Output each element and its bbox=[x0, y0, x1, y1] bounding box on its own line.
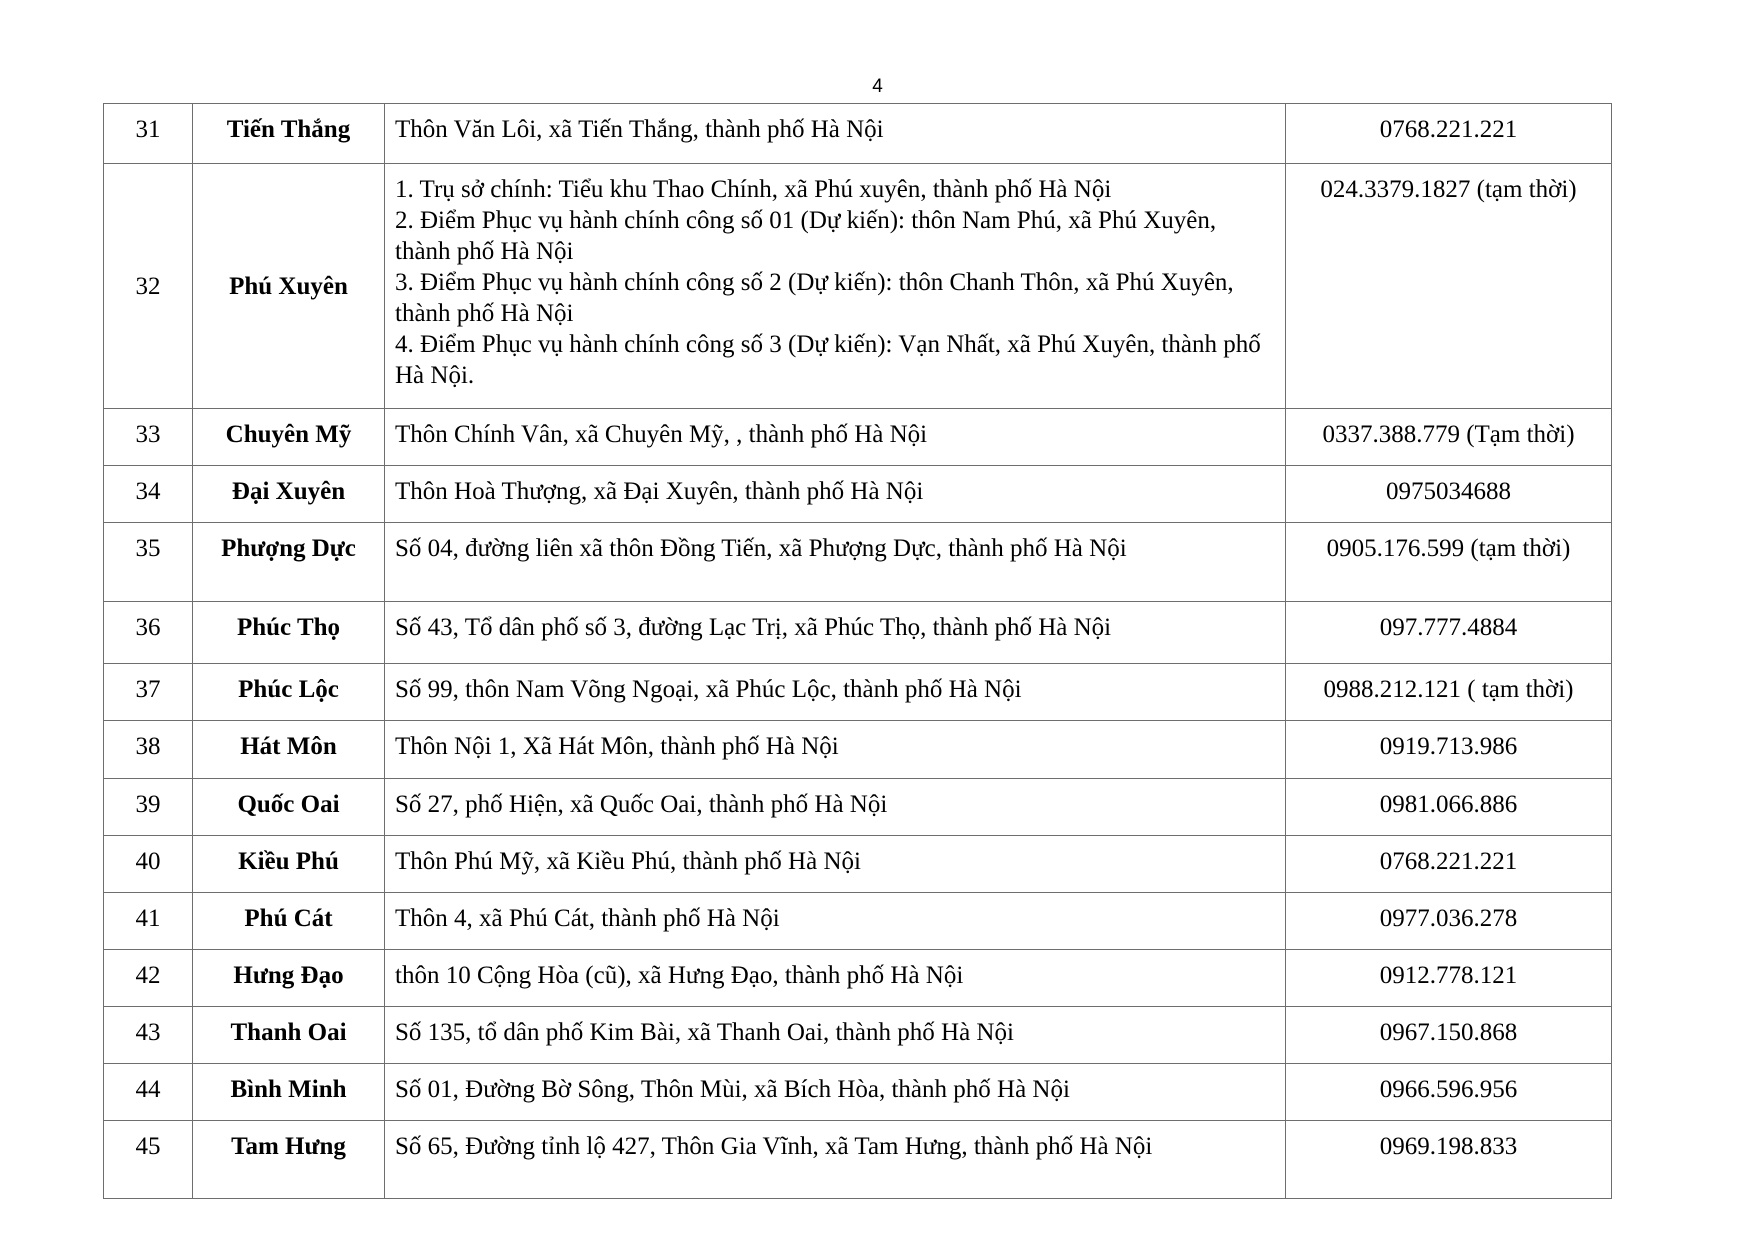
table-row bbox=[104, 523, 1612, 602]
row-number: 43 bbox=[104, 1007, 193, 1064]
table-row bbox=[104, 466, 1612, 523]
commune-name: Phúc Thọ bbox=[193, 602, 385, 664]
table-row bbox=[104, 779, 1612, 836]
phone-number: 024.3379.1827 (tạm thời) bbox=[1286, 164, 1612, 409]
office-address bbox=[385, 1007, 1286, 1064]
office-address bbox=[385, 836, 1286, 893]
address-line: thôn 10 Cộng Hòa (cũ), xã Hưng Đạo, thành phố Hà Nội bbox=[395, 962, 964, 989]
commune-name: Thanh Oai bbox=[193, 1007, 385, 1064]
phone-number: 0768.221.221 bbox=[1286, 104, 1612, 164]
table-row bbox=[104, 1007, 1612, 1064]
table-row bbox=[104, 602, 1612, 664]
row-number: 36 bbox=[104, 602, 193, 664]
row-number: 41 bbox=[104, 893, 193, 950]
table-row bbox=[104, 836, 1612, 893]
row-number: 39 bbox=[104, 779, 193, 836]
phone-number: 0337.388.779 (Tạm thời) bbox=[1286, 409, 1612, 466]
phone-number: 0988.212.121 ( tạm thời) bbox=[1286, 664, 1612, 721]
phone-number: 0977.036.278 bbox=[1286, 893, 1612, 950]
address-line: Thôn Nội 1, Xã Hát Môn, thành phố Hà Nội bbox=[395, 733, 839, 760]
address-line: 1. Trụ sở chính: Tiểu khu Thao Chính, xã Phú xuyên, thành phố Hà Nội bbox=[395, 176, 1112, 203]
office-address bbox=[385, 893, 1286, 950]
address-line: Số 43, Tổ dân phố số 3, đường Lạc Trị, xã Phúc Thọ, thành phố Hà Nội bbox=[395, 614, 1112, 641]
office-address bbox=[385, 779, 1286, 836]
commune-name: Phú Cát bbox=[193, 893, 385, 950]
office-address bbox=[385, 950, 1286, 1007]
phone-number: 0967.150.868 bbox=[1286, 1007, 1612, 1064]
address-line: Thôn 4, xã Phú Cát, thành phố Hà Nội bbox=[395, 905, 780, 932]
commune-name: Kiều Phú bbox=[193, 836, 385, 893]
table-row bbox=[104, 409, 1612, 466]
row-number: 32 bbox=[104, 164, 193, 409]
address-line: Số 135, tổ dân phố Kim Bài, xã Thanh Oai, thành phố Hà Nội bbox=[395, 1019, 1014, 1046]
office-address bbox=[385, 523, 1286, 602]
table-row bbox=[104, 893, 1612, 950]
commune-name: Phú Xuyên bbox=[193, 164, 385, 409]
address-line: Số 99, thôn Nam Võng Ngoại, xã Phúc Lộc, thành phố Hà Nội bbox=[395, 676, 1022, 703]
commune-name: Chuyên Mỹ bbox=[193, 409, 385, 466]
phone-number: 0919.713.986 bbox=[1286, 721, 1612, 779]
table-row bbox=[104, 164, 1612, 409]
row-number: 45 bbox=[104, 1121, 193, 1199]
commune-name: Phúc Lộc bbox=[193, 664, 385, 721]
phone-number: 097.777.4884 bbox=[1286, 602, 1612, 664]
row-number: 37 bbox=[104, 664, 193, 721]
address-line: Thôn Chính Vân, xã Chuyên Mỹ, , thành phố Hà Nội bbox=[395, 421, 928, 448]
office-address bbox=[385, 602, 1286, 664]
commune-office-table bbox=[103, 103, 1612, 1199]
address-line: 2. Điểm Phục vụ hành chính công số 01 (Dự kiến): thôn Nam Phú, xã Phú Xuyên, thành phố Hà Nội bbox=[395, 207, 1217, 265]
row-number: 40 bbox=[104, 836, 193, 893]
commune-name: Quốc Oai bbox=[193, 779, 385, 836]
commune-name: Phượng Dực bbox=[193, 523, 385, 602]
commune-name: Tam Hưng bbox=[193, 1121, 385, 1199]
commune-name: Bình Minh bbox=[193, 1064, 385, 1121]
office-address bbox=[385, 104, 1286, 164]
address-line: Thôn Phú Mỹ, xã Kiều Phú, thành phố Hà Nội bbox=[395, 848, 861, 875]
address-line: Số 04, đường liên xã thôn Đồng Tiến, xã Phượng Dực, thành phố Hà Nội bbox=[395, 535, 1127, 562]
row-number: 34 bbox=[104, 466, 193, 523]
office-address bbox=[385, 164, 1286, 409]
address-line: Số 65, Đường tỉnh lộ 427, Thôn Gia Vĩnh, xã Tam Hưng, thành phố Hà Nội bbox=[395, 1133, 1153, 1160]
address-line: Thôn Hoà Thượng, xã Đại Xuyên, thành phố Hà Nội bbox=[395, 478, 924, 505]
table-row bbox=[104, 664, 1612, 721]
page-number: 4 bbox=[872, 76, 883, 97]
commune-name: Hưng Đạo bbox=[193, 950, 385, 1007]
table-row bbox=[104, 1064, 1612, 1121]
office-address bbox=[385, 1121, 1286, 1199]
commune-name: Tiến Thắng bbox=[193, 104, 385, 164]
row-number: 33 bbox=[104, 409, 193, 466]
phone-number: 0912.778.121 bbox=[1286, 950, 1612, 1007]
phone-number: 0768.221.221 bbox=[1286, 836, 1612, 893]
phone-number: 0981.066.886 bbox=[1286, 779, 1612, 836]
table-row bbox=[104, 950, 1612, 1007]
phone-number: 0905.176.599 (tạm thời) bbox=[1286, 523, 1612, 602]
phone-number: 0966.596.956 bbox=[1286, 1064, 1612, 1121]
address-line: Thôn Văn Lôi, xã Tiến Thắng, thành phố Hà Nội bbox=[395, 116, 884, 143]
row-number: 44 bbox=[104, 1064, 193, 1121]
commune-name: Đại Xuyên bbox=[193, 466, 385, 523]
table-row bbox=[104, 104, 1612, 164]
office-address bbox=[385, 466, 1286, 523]
table-row bbox=[104, 1121, 1612, 1199]
address-line: 4. Điểm Phục vụ hành chính công số 3 (Dự kiến): Vạn Nhất, xã Phú Xuyên, thành phố Hà Nội. bbox=[395, 331, 1261, 389]
address-line: 3. Điểm Phục vụ hành chính công số 2 (Dự kiến): thôn Chanh Thôn, xã Phú Xuyên, thành phố Hà Nội bbox=[395, 269, 1234, 327]
phone-number: 0975034688 bbox=[1286, 466, 1612, 523]
table-body bbox=[104, 104, 1612, 1199]
office-address bbox=[385, 409, 1286, 466]
row-number: 42 bbox=[104, 950, 193, 1007]
table-row bbox=[104, 721, 1612, 779]
commune-name: Hát Môn bbox=[193, 721, 385, 779]
address-line: Số 01, Đường Bờ Sông, Thôn Mùi, xã Bích Hòa, thành phố Hà Nội bbox=[395, 1076, 1070, 1103]
office-address bbox=[385, 721, 1286, 779]
row-number: 31 bbox=[104, 104, 193, 164]
row-number: 35 bbox=[104, 523, 193, 602]
office-address bbox=[385, 1064, 1286, 1121]
phone-number: 0969.198.833 bbox=[1286, 1121, 1612, 1199]
address-line: Số 27, phố Hiện, xã Quốc Oai, thành phố Hà Nội bbox=[395, 791, 888, 818]
office-address bbox=[385, 664, 1286, 721]
row-number: 38 bbox=[104, 721, 193, 779]
